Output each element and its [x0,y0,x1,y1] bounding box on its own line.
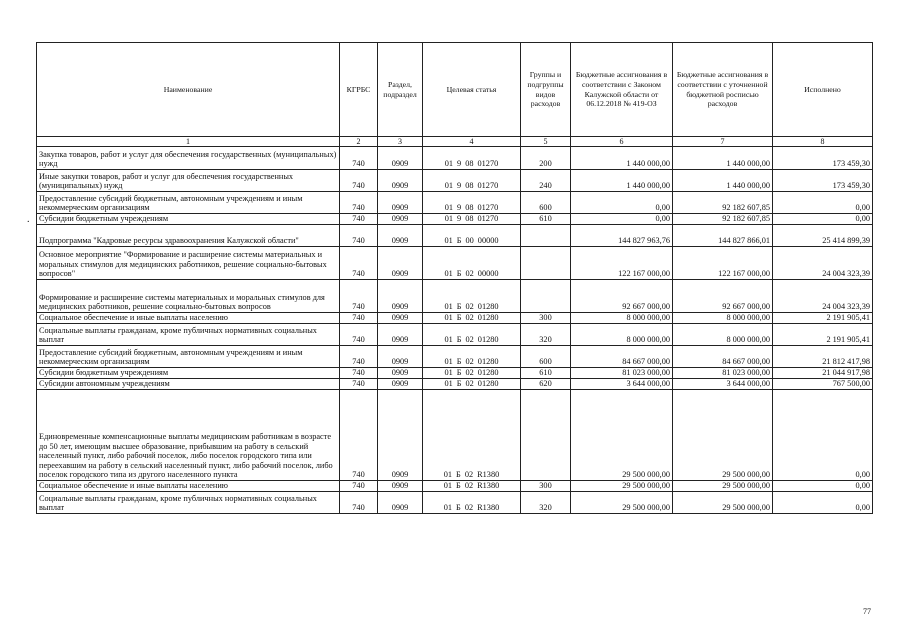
row-name: Социальные выплаты гражданам, кроме публичных нормативных социальных выплат [37,324,340,346]
target-part: 01 [444,203,454,213]
row-target [423,280,521,313]
target-part: 01 [444,368,453,378]
target-part: Б [456,269,462,279]
table-row [37,192,873,214]
table-row [37,247,873,280]
target-part: 01 [444,214,454,224]
row-law-amount: 0,00 [571,192,673,214]
target-part: 01280 [477,368,499,378]
row-name: Социальные выплаты гражданам, кроме публичных нормативных социальных выплат [37,492,340,514]
row-target [423,192,521,214]
target-part: Б [456,357,462,367]
row-executed-amount: 0,00 [773,214,873,225]
target-part: Б [456,503,461,513]
row-executed-amount: 21 812 417,98 [773,346,873,368]
target-part: Б [456,302,462,312]
header-section: Раздел, подраздел [378,43,423,137]
target-part: 02 [465,269,474,279]
row-refined-amount: 92 182 607,85 [673,214,773,225]
target-part: 02 [465,368,474,378]
header-refined: Бюджетные ассигнования в соответствии с уточненной бюджетной росписью расходов [673,43,773,137]
row-executed-amount: 21 044 917,98 [773,368,873,379]
row-law-amount: 92 667 000,00 [571,280,673,313]
row-refined-amount: 122 167 000,00 [673,247,773,280]
row-law-amount: 8 000 000,00 [571,324,673,346]
row-section: 0909 [378,390,423,481]
column-number: 8 [773,137,873,147]
row-group: 600 [521,346,571,368]
target-part: 01 [443,503,453,513]
target-part: 01 [444,379,453,389]
header-name: Наименование [37,43,340,137]
target-part: 00 [465,236,474,246]
row-law-amount: 29 500 000,00 [571,492,673,514]
target-part: R1380 [477,503,500,513]
table-row [37,368,873,379]
row-target [423,170,521,192]
row-executed-amount: 24 004 323,39 [773,247,873,280]
row-target [423,247,521,280]
target-part: 01 [444,181,454,191]
row-executed-amount: 173 459,30 [773,170,873,192]
header-kgrbs: КГРБС [340,43,378,137]
table-row [37,379,873,390]
target-part: 02 [464,470,474,480]
row-law-amount: 8 000 000,00 [571,313,673,324]
column-number: 7 [673,137,773,147]
row-section: 0909 [378,324,423,346]
target-part: Б [456,335,462,345]
row-kgrbs: 740 [340,379,378,390]
target-part: 02 [464,503,474,513]
row-section: 0909 [378,225,423,247]
row-target [423,481,521,492]
target-part: Б [456,470,461,480]
row-section: 0909 [378,313,423,324]
row-name: Формирование и расширение системы материальных и моральных стимулов для медицинских работников, решение социально-бытовых вопросов [37,280,340,313]
target-part: 00000 [477,236,499,246]
row-law-amount: 81 023 000,00 [571,368,673,379]
budget-table [36,42,873,514]
target-part: 01270 [477,203,499,213]
row-law-amount: 0,00 [571,214,673,225]
row-executed-amount: 0,00 [773,481,873,492]
row-section: 0909 [378,481,423,492]
row-name: Иные закупки товаров, работ и услуг для обеспечения государственных (муниципальных) нужд [37,170,340,192]
table-row [37,324,873,346]
row-kgrbs: 740 [340,214,378,225]
target-part: 01 [444,269,453,279]
target-part: 01280 [477,335,499,345]
row-target [423,214,521,225]
header-group: Группы и подгруппы видов расходов [521,43,571,137]
page-number: 77 [863,607,871,616]
row-target [423,346,521,368]
row-name: Подпрограмма "Кадровые ресурсы здравоохранения Калужской области" [37,225,340,247]
target-part: 08 [465,159,474,169]
row-name: Предоставление субсидий бюджетным, автономным учреждениям и иным некоммерческим организациям [37,192,340,214]
row-kgrbs: 740 [340,368,378,379]
target-part: 01280 [477,357,499,367]
row-refined-amount: 29 500 000,00 [673,390,773,481]
target-part: 02 [465,313,474,323]
row-name: Социальное обеспечение и иные выплаты населению [37,481,340,492]
row-group [521,247,571,280]
row-group [521,225,571,247]
row-target [423,390,521,481]
target-part: 01 [444,302,453,312]
row-name: Социальное обеспечение и иные выплаты населению [37,313,340,324]
row-kgrbs: 740 [340,313,378,324]
column-number: 1 [37,137,340,147]
target-part: R1380 [477,481,500,491]
target-part: 01280 [477,302,499,312]
row-group [521,280,571,313]
row-group: 300 [521,313,571,324]
target-part: 01280 [477,313,499,323]
row-kgrbs: 740 [340,280,378,313]
row-target [423,147,521,170]
table-row [37,390,873,481]
row-section: 0909 [378,192,423,214]
column-number: 5 [521,137,571,147]
row-kgrbs: 740 [340,390,378,481]
target-part: 01 [444,357,453,367]
row-kgrbs: 740 [340,324,378,346]
target-part: 01270 [477,181,499,191]
column-number: 3 [378,137,423,147]
row-executed-amount: 2 191 905,41 [773,313,873,324]
target-part: 08 [465,181,474,191]
row-name: Единовременные компенсационные выплаты медицинским работникам в возрасте до 50 лет, имеющим высшее образование, прибывшим на работу в сельский населенный пункт, либо рабочий поселок, либо поселок городского типа или переехавшим на работу в сельский населенный пункт, либо рабочий поселок, либо поселок городского типа из другого населенного пункта [37,390,340,481]
row-law-amount: 84 667 000,00 [571,346,673,368]
target-part: 01 [444,159,454,169]
row-section: 0909 [378,492,423,514]
target-part: 01 [444,236,453,246]
row-refined-amount: 92 667 000,00 [673,280,773,313]
row-target [423,492,521,514]
target-part: 01 [443,470,453,480]
target-part: 02 [465,335,474,345]
row-group: 320 [521,324,571,346]
target-part: R1380 [477,470,500,480]
row-law-amount: 144 827 963,76 [571,225,673,247]
header-law: Бюджетные ассигнования в соответствии с Законом Калужской области от 06.12.2018 № 419-ОЗ [571,43,673,137]
row-name: Субсидии бюджетным учреждениям [37,214,340,225]
row-executed-amount: 0,00 [773,492,873,514]
row-refined-amount: 8 000 000,00 [673,313,773,324]
row-group: 600 [521,192,571,214]
row-target [423,324,521,346]
row-kgrbs: 740 [340,147,378,170]
target-part: 01270 [477,159,499,169]
table-row [37,492,873,514]
row-section: 0909 [378,346,423,368]
row-kgrbs: 740 [340,192,378,214]
row-group: 200 [521,147,571,170]
row-group: 610 [521,214,571,225]
row-section: 0909 [378,247,423,280]
target-part: 08 [465,203,474,213]
row-name: Предоставление субсидий бюджетным, автономным учреждениям и иным некоммерческим организациям [37,346,340,368]
side-mark: . [27,214,30,225]
row-section: 0909 [378,170,423,192]
header-executed: Исполнено [773,43,873,137]
row-group: 300 [521,481,571,492]
row-name: Субсидии автономным учреждениям [37,379,340,390]
row-refined-amount: 29 500 000,00 [673,481,773,492]
row-name: Субсидии бюджетным учреждениям [37,368,340,379]
target-part: 01280 [477,379,499,389]
row-target [423,225,521,247]
row-law-amount: 122 167 000,00 [571,247,673,280]
column-number: 6 [571,137,673,147]
row-section: 0909 [378,280,423,313]
row-target [423,379,521,390]
table-row [37,225,873,247]
row-kgrbs: 740 [340,225,378,247]
target-part: 01270 [477,214,499,224]
row-refined-amount: 81 023 000,00 [673,368,773,379]
row-section: 0909 [378,147,423,170]
table-row [37,481,873,492]
row-section: 0909 [378,379,423,390]
row-refined-amount: 8 000 000,00 [673,324,773,346]
row-kgrbs: 740 [340,170,378,192]
row-refined-amount: 84 667 000,00 [673,346,773,368]
row-section: 0909 [378,214,423,225]
row-law-amount: 1 440 000,00 [571,147,673,170]
row-group: 320 [521,492,571,514]
row-group: 240 [521,170,571,192]
row-law-amount: 3 644 000,00 [571,379,673,390]
row-executed-amount: 25 414 899,39 [773,225,873,247]
table-row [37,170,873,192]
row-refined-amount: 1 440 000,00 [673,147,773,170]
column-number-row [37,137,873,147]
row-refined-amount: 92 182 607,85 [673,192,773,214]
row-refined-amount: 144 827 866,01 [673,225,773,247]
row-law-amount: 1 440 000,00 [571,170,673,192]
header-row [37,43,873,137]
table-row [37,346,873,368]
target-part: 02 [465,357,474,367]
row-refined-amount: 3 644 000,00 [673,379,773,390]
table-row [37,214,873,225]
target-part: Б [456,379,462,389]
target-part: 9 [457,159,462,169]
target-part: Б [456,236,462,246]
row-kgrbs: 740 [340,346,378,368]
row-section: 0909 [378,368,423,379]
row-executed-amount: 2 191 905,41 [773,324,873,346]
target-part: 01 [443,481,453,491]
row-executed-amount: 767 500,00 [773,379,873,390]
target-part: 01 [444,335,453,345]
row-executed-amount: 24 004 323,39 [773,280,873,313]
row-kgrbs: 740 [340,492,378,514]
column-number: 4 [423,137,521,147]
header-target: Целевая статья [423,43,521,137]
target-part: 02 [464,481,474,491]
row-executed-amount: 0,00 [773,192,873,214]
target-part: 02 [465,302,474,312]
column-number: 2 [340,137,378,147]
row-law-amount: 29 500 000,00 [571,390,673,481]
row-target [423,313,521,324]
row-name: Закупка товаров, работ и услуг для обеспечения государственных (муниципальных) нужд [37,147,340,170]
row-group [521,390,571,481]
row-group: 610 [521,368,571,379]
table-row [37,147,873,170]
row-kgrbs: 740 [340,481,378,492]
target-part: Б [456,481,461,491]
target-part: 9 [457,181,462,191]
table-row [37,313,873,324]
row-name: Основное мероприятие "Формирование и расширение системы материальных и моральных стимулов для медицинских работников, решение социально-бытовых вопросов" [37,247,340,280]
target-part: Б [456,368,462,378]
target-part: Б [456,313,462,323]
target-part: 01 [444,313,453,323]
row-executed-amount: 0,00 [773,390,873,481]
target-part: 08 [465,214,474,224]
target-part: 9 [457,203,462,213]
row-executed-amount: 173 459,30 [773,147,873,170]
row-law-amount: 29 500 000,00 [571,481,673,492]
row-target [423,368,521,379]
table-row [37,280,873,313]
target-part: 9 [457,214,462,224]
row-refined-amount: 29 500 000,00 [673,492,773,514]
row-group: 620 [521,379,571,390]
target-part: 00000 [477,269,499,279]
target-part: 02 [465,379,474,389]
row-kgrbs: 740 [340,247,378,280]
row-refined-amount: 1 440 000,00 [673,170,773,192]
